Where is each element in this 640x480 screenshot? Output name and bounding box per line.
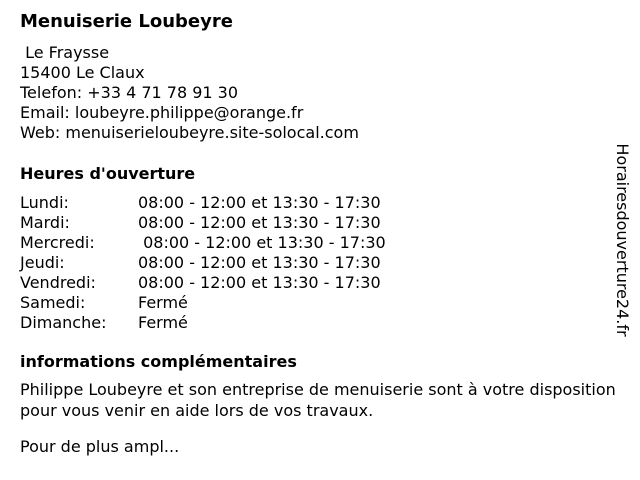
hours-row-monday (20, 193, 610, 213)
day-hours: Fermé (138, 293, 188, 312)
hours-row-thursday (20, 253, 610, 273)
hours-table (20, 193, 610, 333)
read-more-text: Pour de plus ampl... (20, 437, 180, 456)
hours-heading: Heures d'ouverture (20, 164, 196, 183)
day-label: Mardi: (20, 213, 70, 232)
site-watermark: Horairesdouverture24.fr (613, 143, 632, 337)
hours-row-saturday (20, 293, 610, 313)
day-hours: Fermé (138, 313, 188, 332)
address-city: 15400 Le Claux (20, 63, 145, 82)
day-label: Mercredi: (20, 233, 95, 252)
day-hours: 08:00 - 12:00 et 13:30 - 17:30 (138, 273, 381, 292)
email-line: Email: loubeyre.philippe@orange.fr (20, 103, 304, 122)
info-description: Philippe Loubeyre et son entreprise de menuiserie sont à votre disposition pour vous venir en aide lors de vos travaux. (20, 380, 616, 420)
business-name: Menuiserie Loubeyre (20, 11, 233, 32)
day-label: Vendredi: (20, 273, 96, 292)
web-line: Web: menuiserieloubeyre.site-solocal.com (20, 123, 359, 142)
business-card (20, 10, 616, 457)
hours-row-wednesday (20, 233, 610, 253)
day-label: Samedi: (20, 293, 86, 312)
day-label: Jeudi: (20, 253, 65, 272)
phone-line: Telefon: +33 4 71 78 91 30 (20, 83, 239, 102)
address-street: Le Fraysse (20, 43, 110, 62)
day-label: Dimanche: (20, 313, 107, 332)
info-heading: informations complémentaires (20, 352, 297, 371)
contact-block (20, 43, 610, 143)
hours-row-tuesday (20, 213, 610, 233)
day-hours: 08:00 - 12:00 et 13:30 - 17:30 (138, 193, 381, 212)
hours-row-friday (20, 273, 610, 293)
hours-row-sunday (20, 313, 610, 333)
day-label: Lundi: (20, 193, 69, 212)
day-hours: 08:00 - 12:00 et 13:30 - 17:30 (138, 213, 381, 232)
day-hours: 08:00 - 12:00 et 13:30 - 17:30 (138, 233, 386, 252)
day-hours: 08:00 - 12:00 et 13:30 - 17:30 (138, 253, 381, 272)
